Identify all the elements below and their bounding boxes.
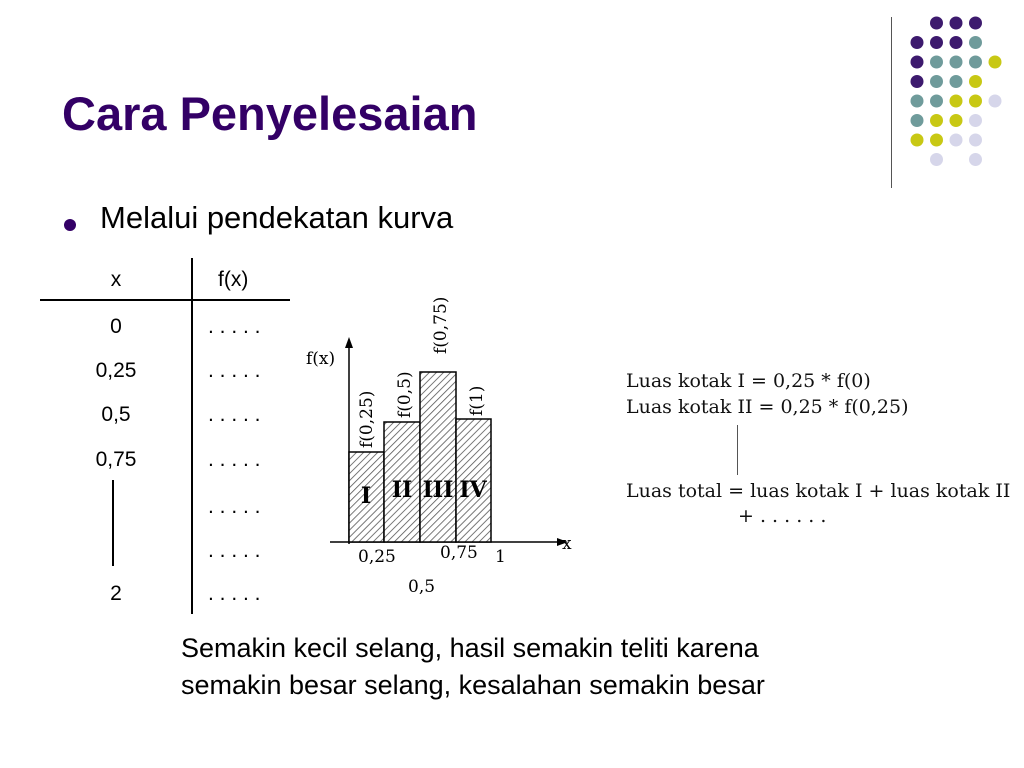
tick-label: 0,25: [358, 547, 396, 567]
decorative-dot: [911, 56, 924, 69]
decorative-dot: [950, 56, 963, 69]
page-title: Cara Penyelesaian: [62, 87, 478, 140]
table-cell-fx: . . . . .: [208, 403, 261, 426]
decorative-dot: [969, 75, 982, 88]
table-header-divider: [40, 299, 290, 301]
rectangle-approximation-graph: [300, 282, 590, 602]
decorative-dot: [930, 153, 943, 166]
x-axis-label: x: [562, 534, 572, 554]
decorative-dot: [969, 17, 982, 30]
table-column-divider: [191, 258, 193, 614]
decorative-dot: [930, 134, 943, 147]
decorative-dot: [930, 17, 943, 30]
bar-label-roman: I: [360, 483, 372, 509]
decorative-dot: [950, 134, 963, 147]
conclusion-note-line: semakin besar selang, kesalahan semakin besar: [181, 670, 765, 700]
tick-label: 0,5: [408, 577, 436, 597]
decorative-dot: [969, 114, 982, 127]
decorative-dot: [989, 56, 1002, 69]
table-cell-fx: . . . . .: [208, 539, 261, 562]
bar-value-label: f(0,5): [395, 371, 415, 418]
decorative-dot: [930, 36, 943, 49]
bullet-dot-icon: [64, 219, 76, 231]
bar-label-roman: II: [391, 477, 413, 503]
bar-III: [420, 372, 456, 542]
decorative-dot: [969, 95, 982, 108]
table-cell-x: 2: [110, 582, 122, 605]
table-continuation-line: [112, 480, 114, 566]
table-cell-x: 0,5: [101, 403, 131, 426]
tick-label: 0,75: [440, 543, 478, 563]
decorative-dot: [989, 95, 1002, 108]
formula-line-1: Luas kotak I = 0,25 * f(0): [626, 370, 871, 392]
decorative-dot: [911, 75, 924, 88]
bar-value-label: f(1): [467, 385, 487, 416]
decorative-dot: [969, 56, 982, 69]
formula-line-2: Luas kotak II = 0,25 * f(0,25): [626, 396, 909, 418]
decorative-dot: [911, 36, 924, 49]
tick-label: 1: [495, 547, 506, 567]
decorative-dot: [911, 134, 924, 147]
decorative-dot: [930, 56, 943, 69]
table-cell-fx: . . . . .: [208, 359, 261, 382]
table-cell-fx: . . . . .: [208, 448, 261, 471]
decorative-dot: [950, 114, 963, 127]
formula-line-3: Luas total = luas kotak I + luas kotak II: [626, 480, 1011, 502]
y-axis-arrow-icon: [345, 337, 353, 348]
table-cell-fx: . . . . .: [208, 495, 261, 518]
value-table: [40, 258, 290, 614]
formula-line-4: + . . . . . .: [738, 505, 827, 527]
decorative-dot: [930, 95, 943, 108]
decorative-dot: [950, 95, 963, 108]
formula-connector-line: [737, 425, 738, 475]
decorative-dot: [950, 17, 963, 30]
table-cell-x: 0,25: [95, 359, 137, 382]
conclusion-note: [181, 630, 765, 704]
decorative-dot: [911, 114, 924, 127]
table-cell-x: 0,75: [95, 448, 137, 471]
decorative-dot: [969, 153, 982, 166]
table-header-x: x: [110, 268, 122, 291]
table-cell-fx: . . . . .: [208, 582, 261, 605]
conclusion-note-line: Semakin kecil selang, hasil semakin teliti karena: [181, 633, 759, 663]
bar-value-label: f(0,75): [431, 296, 451, 354]
bullet-text: Melalui pendekatan kurva: [100, 200, 454, 235]
bar-value-label: f(0,25): [357, 390, 377, 448]
decorative-dot: [969, 36, 982, 49]
decorative-dot: [930, 75, 943, 88]
table-header-fx: f(x): [218, 268, 249, 291]
decorative-dot: [911, 95, 924, 108]
y-axis-label: f(x): [306, 349, 336, 369]
decorative-dot: [930, 114, 943, 127]
table-cell-x: 0: [110, 315, 122, 338]
decorative-dot: [969, 134, 982, 147]
bar-label-roman: III: [422, 477, 454, 503]
decorative-vertical-line: [891, 17, 892, 188]
decorative-dot: [950, 75, 963, 88]
bar-label-roman: IV: [459, 477, 487, 503]
decorative-dot: [950, 36, 963, 49]
table-cell-fx: . . . . .: [208, 315, 261, 338]
